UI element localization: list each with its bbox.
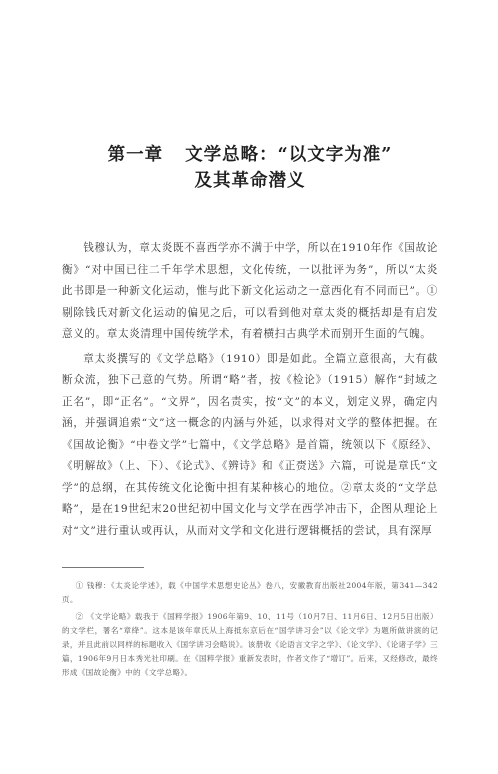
footnote: ② 《文学论略》载我于《国粹学报》1906年第9、10、11号（10月7日、11月6日、12月5日出版）的文学栏，署名“章绛”。这本是该年章氏从上海抵东京后在“国学讲习会”以《论文学》为题所做讲演的记录，并且此前以同样的标题收入《国学讲习会略说》。该册收《论语言文字之学》、《论文学》、《论诸子学》三篇，1906年9月日本秀光社印刷。在《国粹学报》重新发表时，作者文作了“增订”。后来，又经修改，最终形成《国故论衡》中的《文学总略》。 bbox=[62, 612, 438, 677]
paragraph: 章太炎撰写的《文学总略》（1910）即是如此。全篇立意很高，大有截断众流，独下己意的气势。所谓“略”者，按《检论》（1915）解作“封域之正名”，即“正名”。“文界”，因名责实，按“文”的本义，划定义界，确定内涵，并强调追索“文”这一概念的内涵与外延，以求得对文学的整体把握。在《国故论衡》“中卷文学”七篇中，《文学总略》是首篇，统领以下《原经》、《明解故》（上、下）、《论式》、《辨诗》和《正赍送》六篇，可说是章氏“文学”的总纲，在其传统文化论衡中担有某种核心的地位。②章太炎的“文学总略”，是在19世纪末20世纪初中国文化与文学在西学冲击下，企图从理论上对“文”进行重认或再认，从而对文学和文化进行逻辑概括的尝试，具有深厚 bbox=[62, 352, 438, 537]
chapter-number: 第一章 bbox=[107, 145, 164, 165]
chapter-title-main: 文学总略：“以文字为准” bbox=[185, 145, 393, 165]
chapter-title bbox=[60, 142, 440, 168]
footnote: ① 钱穆：《太炎论学述》，载《中国学术思想史论丛》卷八，安徽教育出版社2004年版，第341—342页。 bbox=[62, 581, 438, 604]
paragraph: 钱穆认为，章太炎既不喜西学亦不满于中学，所以在1910年作《国故论衡》“对中国已往二千年学术思想，文化传统，一以批评为务”，所以“太炎此书即是一种新文化运动，惟与此下新文化运动之一意西化有不同而已”。①剔除钱氏对新文化运动的偏见之后，可以看到他对章太炎的概括却是有启发意义的。章太炎清理中国传统学术，有着横扫古典学术而别开生面的气魄。 bbox=[62, 242, 438, 340]
footnote-divider bbox=[62, 567, 144, 568]
chapter-subtitle: 及其革命潜义 bbox=[194, 171, 306, 191]
body-text bbox=[62, 238, 438, 545]
footnotes bbox=[62, 579, 438, 683]
